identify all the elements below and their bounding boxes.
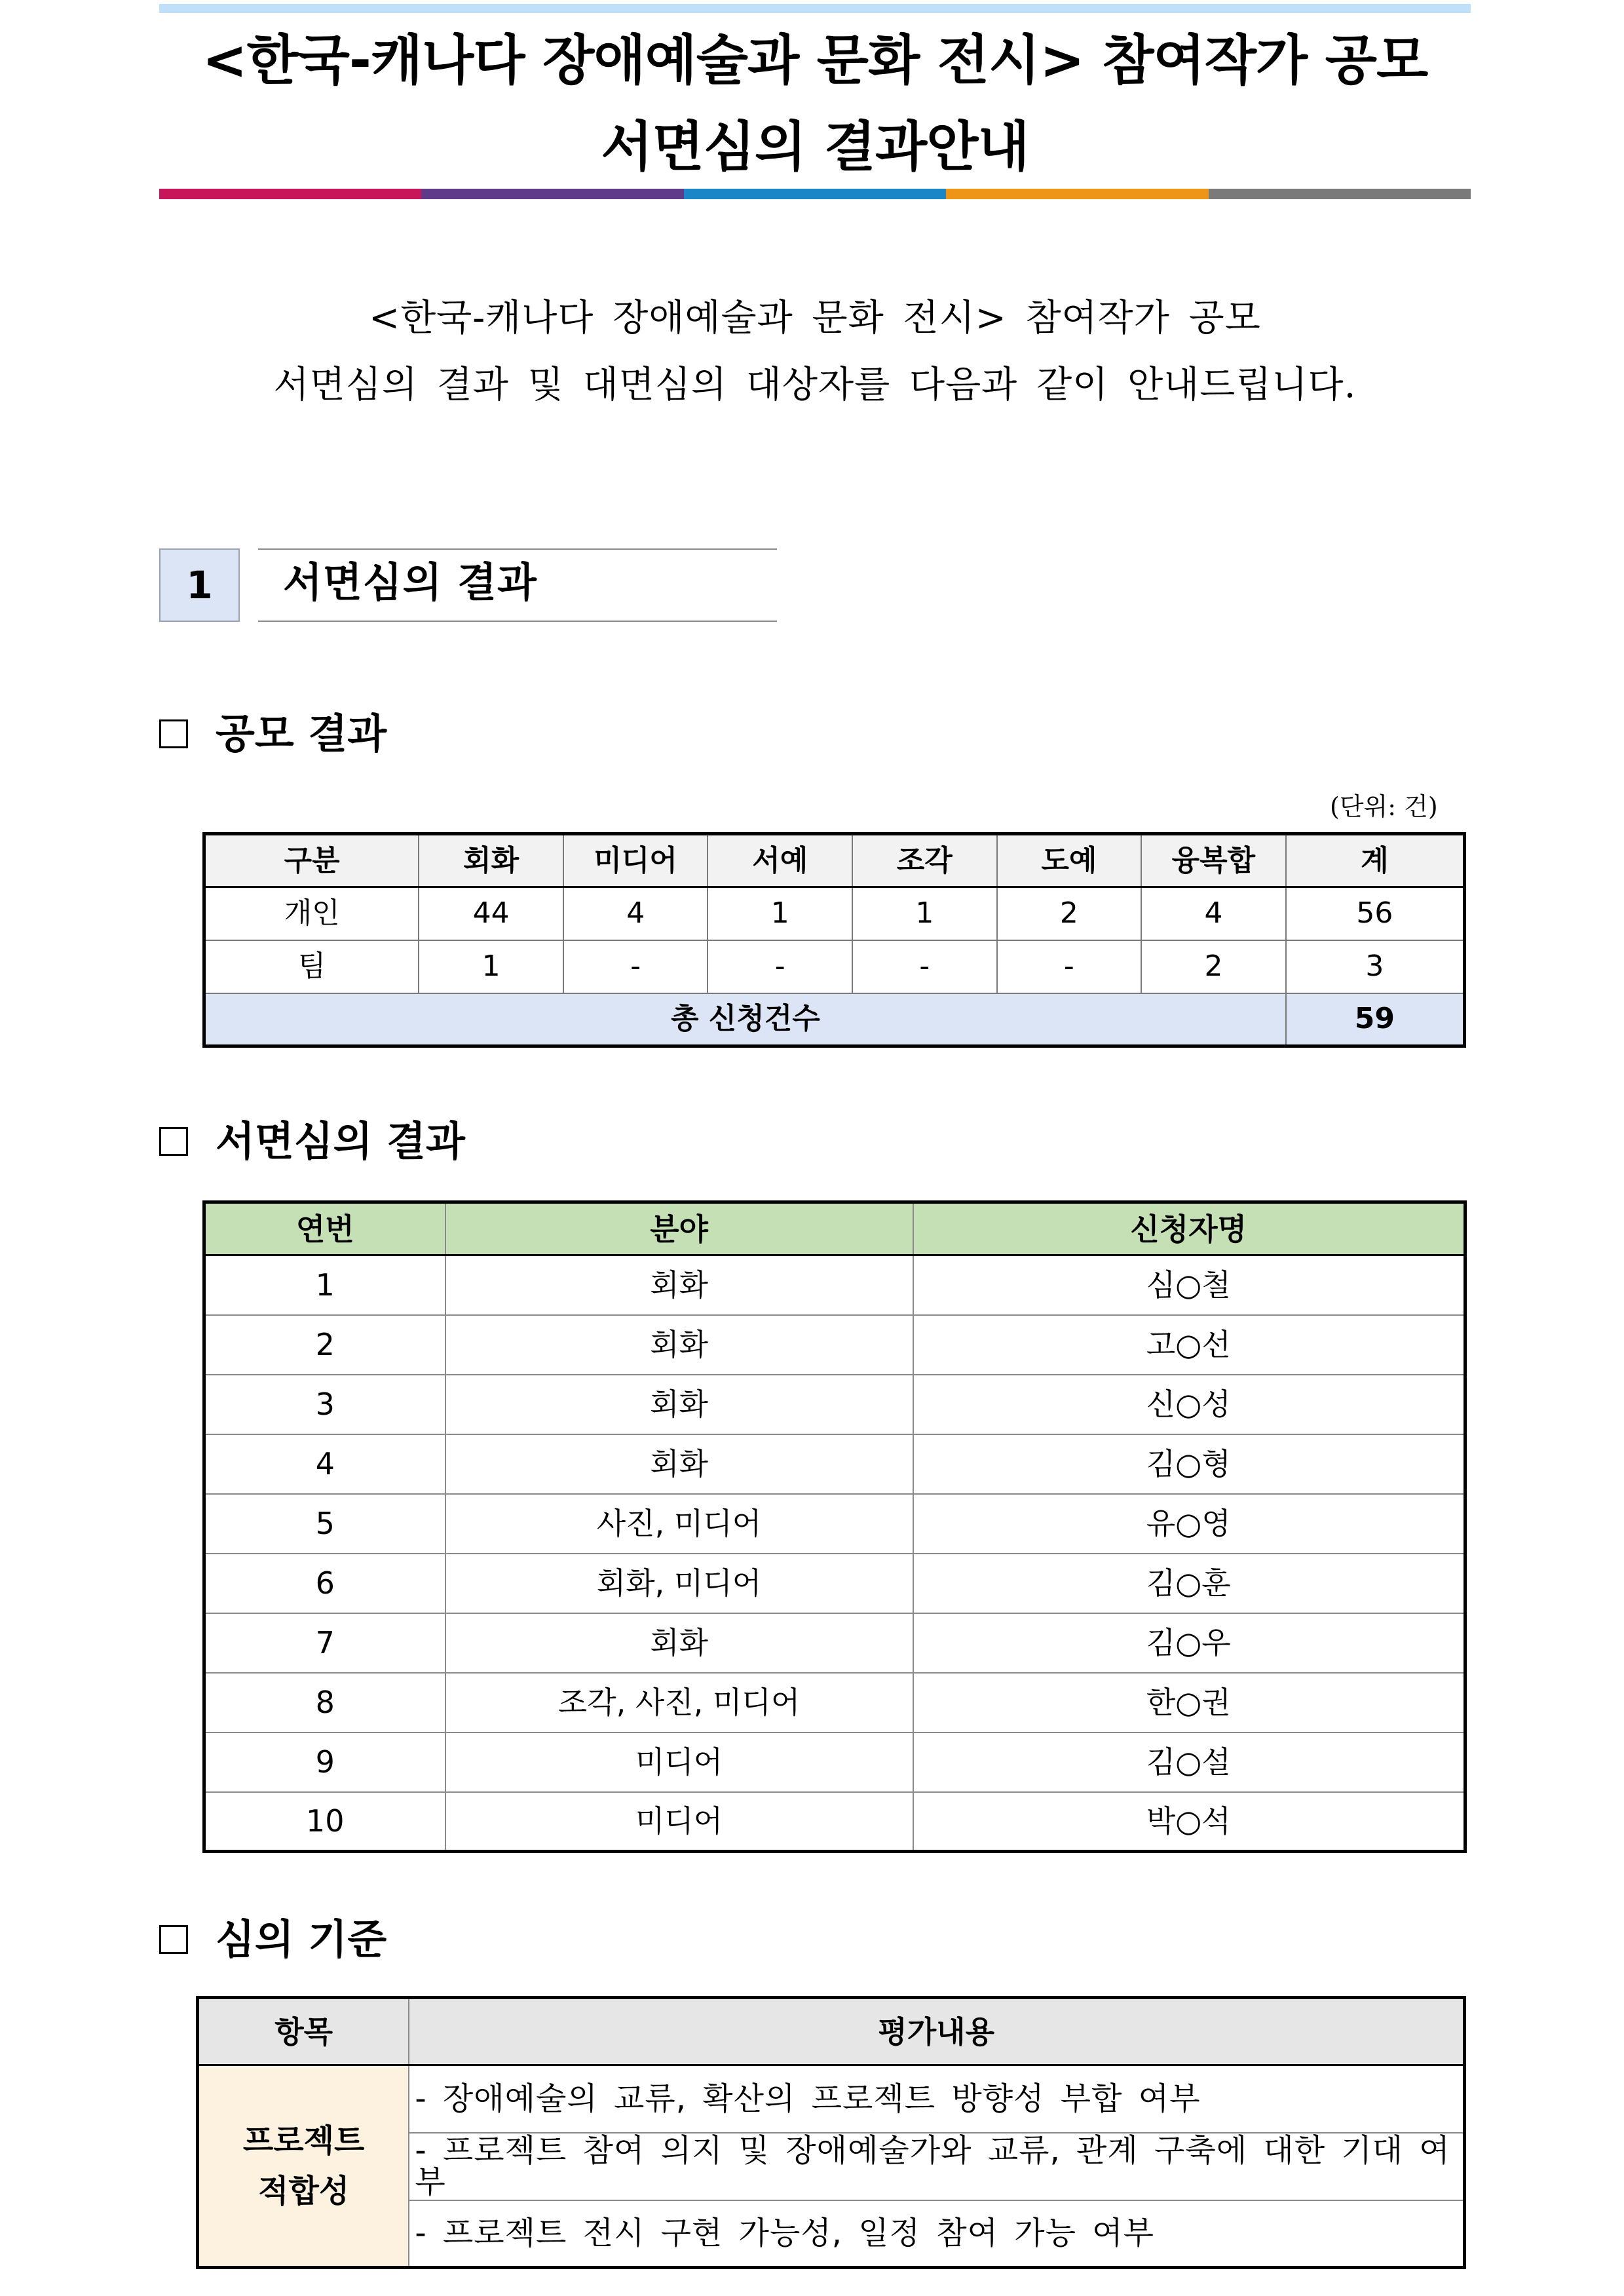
intro-line1: <한국-캐나다 장애예술과 문화 전시> 참여작가 공모 [369, 297, 1261, 339]
row-number: 7 [204, 1613, 445, 1673]
review-results-table [202, 1200, 1467, 1853]
column-header: 조각 [852, 834, 997, 887]
field-cell: 사진, 미디어 [445, 1494, 913, 1554]
applicant-name: 한○권 [913, 1673, 1465, 1732]
applicant-name: 김○우 [913, 1613, 1465, 1673]
table-header-row [198, 1998, 1465, 2065]
applicant-name: 유○영 [913, 1494, 1465, 1554]
column-header: 신청자명 [913, 1202, 1465, 1255]
row-number: 8 [204, 1673, 445, 1732]
table-cell: 3 [1286, 940, 1465, 993]
subheading-criteria [159, 1915, 387, 1963]
document-title-line1: <한국-캐나다 장애예술과 문화 전시> 참여작가 공모 [202, 29, 1428, 92]
column-header: 계 [1286, 834, 1465, 887]
title-color-bar [159, 189, 1471, 199]
column-header: 도예 [997, 834, 1142, 887]
section-title: 서면심의 결과 [283, 558, 537, 606]
table-row [204, 1673, 1465, 1732]
checkbox-square-icon [159, 1925, 188, 1954]
section-title-rule-top [258, 548, 777, 550]
application-results-table [202, 832, 1466, 1048]
intro-line2: 서면심의 결과 및 대면심의 대상자를 다음과 같이 안내드립니다. [273, 364, 1357, 406]
column-header: 융복합 [1141, 834, 1286, 887]
table-cell: 1 [419, 940, 563, 993]
table-header-row [204, 834, 1465, 887]
applicant-name: 김○훈 [913, 1554, 1465, 1613]
field-cell: 미디어 [445, 1732, 913, 1792]
applicant-name: 심○철 [913, 1255, 1465, 1315]
subheading-review-results [159, 1117, 465, 1165]
table-cell: 1 [708, 887, 852, 940]
subheading-text: 서면심의 결과 [216, 1117, 465, 1165]
color-segment [159, 189, 421, 199]
column-header: 미디어 [563, 834, 708, 887]
table-row [204, 1434, 1465, 1494]
table-cell: 4 [1141, 887, 1286, 940]
criteria-item: - 프로젝트 참여 의지 및 장애예술가와 교류, 관계 구축에 대한 기대 여부 [409, 2133, 1464, 2200]
field-cell: 회화 [445, 1613, 913, 1673]
row-number: 1 [204, 1255, 445, 1315]
criteria-category [198, 2065, 409, 2268]
color-segment [684, 189, 946, 199]
table-cell: - [563, 940, 708, 993]
table-cell: 팀 [204, 940, 419, 993]
applicant-name: 신○성 [913, 1375, 1465, 1434]
applicant-name: 김○설 [913, 1732, 1465, 1792]
table-row [204, 1494, 1465, 1554]
table-row [198, 2065, 1465, 2133]
total-row [204, 993, 1465, 1046]
checkbox-square-icon [159, 719, 188, 748]
table-cell: 2 [1141, 940, 1286, 993]
row-number: 2 [204, 1315, 445, 1375]
applicant-name: 고○선 [913, 1315, 1465, 1375]
row-number: 6 [204, 1554, 445, 1613]
table-row [204, 1255, 1465, 1315]
table-row [204, 940, 1465, 993]
category-line: 적합성 [258, 2172, 350, 2210]
table-row [204, 1613, 1465, 1673]
table-row [204, 1375, 1465, 1434]
table-row [204, 1792, 1465, 1852]
column-header: 연번 [204, 1202, 445, 1255]
field-cell: 회화, 미디어 [445, 1554, 913, 1613]
table-row [204, 887, 1465, 940]
column-header: 항목 [198, 1998, 409, 2065]
table-cell: - [852, 940, 997, 993]
color-segment [1209, 189, 1471, 199]
subheading-text: 공모 결과 [216, 710, 387, 757]
total-value: 59 [1286, 993, 1465, 1046]
row-number: 5 [204, 1494, 445, 1554]
subheading-application-results [159, 710, 387, 757]
table-header-row [204, 1202, 1465, 1255]
applicant-name: 박○석 [913, 1792, 1465, 1852]
subheading-text: 심의 기준 [216, 1915, 387, 1963]
section-number-box: 1 [159, 548, 240, 622]
row-number: 3 [204, 1375, 445, 1434]
column-header: 구분 [204, 834, 419, 887]
table-row [204, 1315, 1465, 1375]
field-cell: 조각, 사진, 미디어 [445, 1673, 913, 1732]
column-header: 평가내용 [409, 1998, 1464, 2065]
unit-note: (단위: 건) [1330, 792, 1438, 821]
table-cell: 1 [852, 887, 997, 940]
field-cell: 미디어 [445, 1792, 913, 1852]
section-title-rule-bottom [258, 621, 777, 622]
column-header: 서예 [708, 834, 852, 887]
criteria-item: - 프로젝트 전시 구현 가능성, 일정 참여 가능 여부 [409, 2200, 1464, 2268]
table-cell: 56 [1286, 887, 1465, 940]
color-segment [946, 189, 1208, 199]
table-cell: 4 [563, 887, 708, 940]
applicant-name: 김○형 [913, 1434, 1465, 1494]
table-cell: - [997, 940, 1142, 993]
column-header: 분야 [445, 1202, 913, 1255]
color-segment [421, 189, 683, 199]
table-cell: - [708, 940, 852, 993]
field-cell: 회화 [445, 1255, 913, 1315]
row-number: 10 [204, 1792, 445, 1852]
category-line: 프로젝트 [242, 2122, 365, 2159]
field-cell: 회화 [445, 1434, 913, 1494]
table-cell: 44 [419, 887, 563, 940]
field-cell: 회화 [445, 1375, 913, 1434]
criteria-table [196, 1996, 1466, 2269]
table-row [204, 1554, 1465, 1613]
table-row [204, 1732, 1465, 1792]
table-cell: 개인 [204, 887, 419, 940]
document-title-line2: 서면심의 결과안내 [601, 116, 1029, 178]
row-number: 9 [204, 1732, 445, 1792]
top-accent-bar [159, 4, 1471, 13]
row-number: 4 [204, 1434, 445, 1494]
total-label: 총 신청건수 [204, 993, 1286, 1046]
checkbox-square-icon [159, 1127, 188, 1156]
table-cell: 2 [997, 887, 1142, 940]
criteria-item: - 장애예술의 교류, 확산의 프로젝트 방향성 부합 여부 [409, 2065, 1464, 2133]
column-header: 회화 [419, 834, 563, 887]
field-cell: 회화 [445, 1315, 913, 1375]
